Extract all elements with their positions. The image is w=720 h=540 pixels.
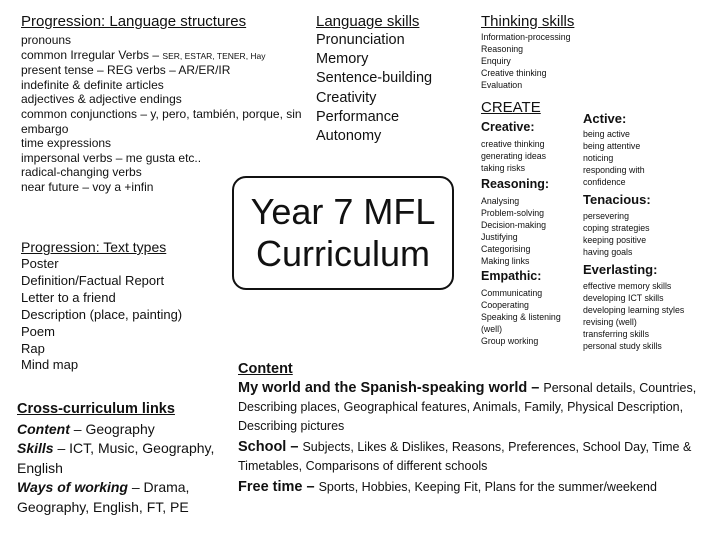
list-item: Sentence-building (316, 70, 433, 87)
list-item: pronouns (21, 33, 72, 47)
list-item: Communicating (481, 288, 543, 298)
list-item: transferring skills (583, 329, 649, 339)
list-item: present tense – REG verbs – AR/ER/IR (21, 63, 231, 78)
list-item: radical-changing verbs (21, 165, 142, 180)
list-item: Mind map (21, 357, 79, 373)
list-item: Description (place, painting) (21, 306, 183, 322)
list-item: Categorising (481, 244, 531, 254)
list-item: taking risks (481, 163, 525, 173)
content-section (238, 360, 708, 497)
list-item: Analysing (481, 196, 520, 206)
language-skills-heading: Language skills (316, 13, 420, 30)
text-types-heading: Progression: Text types (21, 239, 167, 255)
text-types-list (21, 256, 231, 374)
list-item: impersonal verbs – me gusta etc.. (21, 150, 202, 165)
list-item: Cooperating (481, 300, 529, 310)
create-heading: CREATE (481, 99, 541, 116)
cross-content-line: Content – Geography (17, 420, 155, 437)
everlasting-label: Everlasting: (583, 262, 658, 277)
list-item: developing ICT skills (583, 293, 664, 303)
list-item: Performance (316, 108, 400, 125)
list-item: Rap (21, 340, 45, 356)
list-item: responding with (583, 165, 645, 175)
list-item: indefinite & definite articles (21, 77, 164, 92)
content-unit: Free time – Sports, Hobbies, Keeping Fit, Plans for the summer/weekend (238, 479, 657, 495)
cross-curriculum-heading: Cross-curriculum links (17, 401, 175, 417)
list-item: Autonomy (316, 128, 382, 145)
thinking-skills-heading: Thinking skills (481, 13, 575, 30)
irregular-verbs-examples: SER, ESTAR, TENER, Hay (162, 50, 266, 61)
list-item: keeping positive (583, 235, 647, 245)
list-item: effective memory skills (583, 281, 672, 291)
list-item: being active (583, 129, 630, 139)
content-unit: School – Subjects, Likes & Dislikes, Reasons, Preferences, School Day, Time & Timetables, Comparisons of different schools (238, 439, 692, 473)
list-item: Making links (481, 256, 530, 266)
list-item: Reasoning (481, 44, 524, 54)
list-item: adjectives & adjective endings (21, 92, 182, 107)
cross-skills-line: Skills – ICT, Music, Geography, English (17, 440, 215, 476)
list-item: near future – voy a +infin (21, 179, 154, 194)
list-item: Creativity (316, 89, 377, 106)
list-item: common Irregular Verbs – SER, ESTAR, TENER, Hay (21, 47, 266, 62)
content-heading: Content (238, 361, 293, 377)
list-item: embargo (21, 121, 69, 136)
language-structures-list (21, 33, 311, 195)
list-item: creative thinking (481, 139, 545, 149)
thinking-skills-section (481, 12, 591, 347)
list-item: Creative thinking (481, 68, 547, 78)
list-item: Pronunciation (316, 32, 405, 48)
empathic-label: Empathic: (481, 269, 542, 283)
title-box (232, 176, 454, 290)
language-structures-heading: Progression: Language structures (21, 13, 247, 30)
list-item: coping strategies (583, 223, 650, 233)
list-item: Group working (481, 336, 539, 346)
language-skills-list (316, 31, 466, 146)
list-item: Evaluation (481, 80, 523, 90)
list-item: (well) (481, 324, 503, 334)
list-item: Decision-making (481, 220, 547, 230)
list-item: Justifying (481, 232, 518, 242)
language-skills-section (316, 12, 466, 146)
list-item: Speaking & listening (481, 312, 561, 322)
list-item: personal study skills (583, 341, 662, 351)
cross-ways-line: Ways of working – Drama, Geography, English, FT, PE (17, 479, 190, 515)
list-item: developing learning styles (583, 305, 685, 315)
list-item: Letter to a friend (21, 289, 116, 305)
list-item: confidence (583, 177, 626, 187)
list-item: being attentive (583, 141, 641, 151)
learner-qualities-section (583, 110, 715, 352)
creative-label: Creative: (481, 120, 535, 134)
list-item: Poster (21, 256, 59, 271)
list-item: revising (well) (583, 317, 637, 327)
list-item: generating ideas (481, 151, 547, 161)
tenacious-label: Tenacious: (583, 192, 651, 207)
list-item: persevering (583, 211, 629, 221)
list-item: Memory (316, 51, 369, 68)
list-item: noticing (583, 153, 614, 163)
list-item: Definition/Factual Report (21, 272, 165, 288)
list-item: common conjunctions – y, pero, también, porque, sin (21, 106, 302, 121)
reasoning-label: Reasoning: (481, 177, 550, 191)
content-unit: My world and the Spanish-speaking world – Personal details, Countries, Describing places, Geographical features, Animals, Family, Physical Description, Describing pictures (238, 380, 697, 433)
list-item: Information-processing (481, 32, 571, 42)
language-structures-section (21, 12, 311, 195)
active-label: Active: (583, 111, 627, 126)
text-types-section (21, 238, 231, 374)
page-title: Year 7 MFL Curriculum (250, 191, 436, 274)
list-item: time expressions (21, 136, 112, 151)
list-item: Poem (21, 323, 55, 339)
list-item: Problem-solving (481, 208, 545, 218)
list-item: having goals (583, 247, 633, 257)
list-item: Enquiry (481, 56, 511, 66)
cross-curriculum-section (17, 400, 227, 517)
